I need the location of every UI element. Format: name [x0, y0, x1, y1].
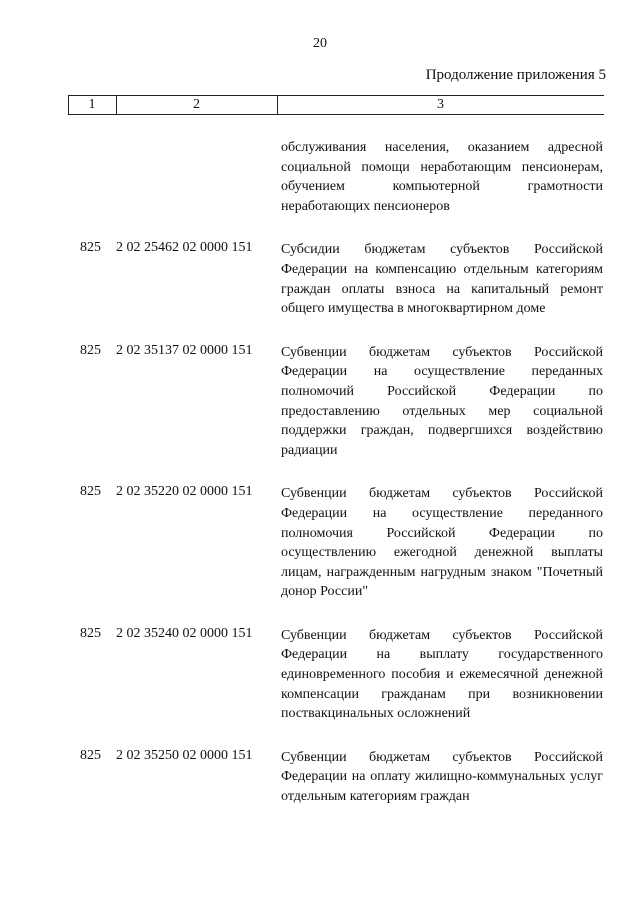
budget-classification-code: 2 02 35220 02 0000 151 [116, 484, 253, 500]
admin-code: 825 [80, 747, 101, 763]
budget-classification-code: 2 02 35137 02 0000 151 [116, 342, 253, 358]
table-row [0, 343, 640, 461]
budget-classification-code: 2 02 25462 02 0000 151 [116, 240, 253, 256]
appendix-continuation-label: Продолжение приложения 5 [425, 67, 606, 83]
table-row [0, 484, 640, 602]
header-bottom-rule [68, 114, 604, 115]
table-row [0, 626, 640, 724]
header-col-1: 1 [88, 97, 96, 112]
revenue-description: Субвенции бюджетам субъектов Российской Федерации на осуществление переданного полномочия Российской Федерации по осуществлению ежегодной денежной выплаты лицам, награжденным нагрудным знаком "Почетный донор России" [281, 486, 603, 600]
table-header [68, 93, 604, 117]
table-body [0, 138, 640, 831]
revenue-description: обслуживания населения, оказанием адресной социальной помощи неработающим пенсионерам, обучением компьютерной грамотности неработающих пенсионеров [281, 140, 603, 214]
admin-code: 825 [80, 240, 101, 256]
revenue-description: Субвенции бюджетам субъектов Российской Федерации на осуществление переданных полномочий Российской Федерации по предоставлению отдельных мер социальной поддержки граждан, подвергшихся воздействию радиации [281, 344, 603, 458]
admin-code: 825 [80, 625, 101, 641]
revenue-description: Субвенции бюджетам субъектов Российской Федерации на оплату жилищно-коммунальных услуг отдельным категориям граждан [281, 749, 603, 805]
admin-code: 825 [80, 484, 101, 500]
table-row [0, 240, 640, 318]
admin-code: 825 [80, 342, 101, 358]
revenue-description: Субвенции бюджетам субъектов Российской Федерации на выплату государственного единовременного пособия и ежемесячной денежной компенсации гражданам при возникновении поствакцинальных осложнений [281, 627, 603, 722]
header-top-rule [68, 95, 604, 96]
page-number: 20 [313, 36, 327, 51]
revenue-description: Субсидии бюджетам субъектов Российской Федерации на компенсацию отдельным категориям граждан оплаты взноса на капитальный ремонт общего имущества в многоквартирном доме [281, 242, 603, 317]
table-row [0, 138, 640, 216]
header-col-3: 3 [437, 97, 444, 112]
budget-classification-code: 2 02 35240 02 0000 151 [116, 625, 253, 641]
budget-classification-code: 2 02 35250 02 0000 151 [116, 747, 253, 763]
table-row [0, 748, 640, 807]
header-col-2: 2 [193, 97, 200, 112]
